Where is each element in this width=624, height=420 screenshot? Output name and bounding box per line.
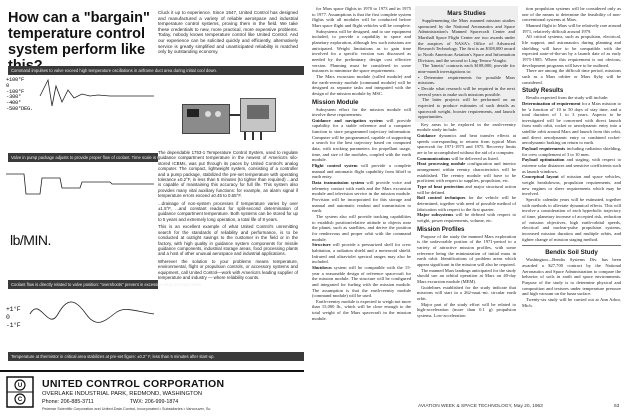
step-trace-svg — [0, 164, 154, 204]
sine-trace — [30, 302, 154, 322]
bullet-lead: Data transmission system — [312, 180, 365, 186]
paragraph: for Mars space flights in 1970 to 1973 and in 1975 to 1977. Assumptions is that the first complete system flights with all modules will be conducted before Mars space flight and flight vehicles will be complete. — [312, 6, 411, 28]
section-heading: Bendix Soil Study — [545, 249, 598, 257]
paragraph: Purpose of the study the manned Mars exploration is the unfavorable portion of the 1971-period to a variety of attractive mission profiles, with some reference being the minimization of initial mass in earth orbit. Identifications of problem areas which appear significant in the mission will also be required. — [417, 233, 516, 267]
paragraph: There are among the difficult time period, missions such as a Mars orbiter or Mars flyby will be considered. — [522, 68, 621, 85]
bullet-item — [312, 163, 411, 180]
bullet-lead: Heat processing module — [417, 161, 466, 167]
paragraph: Subsystem effort for the mission module will involve these requirements: — [312, 106, 411, 118]
bullet-item — [522, 174, 621, 197]
paragraph: All critical systems, such as propulsion, electrical, life support, and astronautics during planning and shielding will have to be compatible with the expected state-of-the-art by a launch date of as early 1975-1985. Where this requirement is not obvious, development programs will have to be outlined. — [522, 34, 621, 68]
bullet-lead: Guidance and navigation system — [312, 117, 383, 123]
paragraph: Twenty-six study will be carried out at Ann Arbor, Mich. — [522, 296, 621, 308]
ad-body-paragraph: Wherever the solution to your problems means temperature, environmental, flight or propulsion controls, or accessory systems and equipment, call United Control—work with America's leading supplier of temperature and industry — where reliability counts. — [158, 258, 298, 280]
paragraph: Results expected from the study will include: — [526, 95, 609, 101]
bullet-text: dynamics and heat transfer effects at speeds corresponding to returns from typical Mars spacecraft for 1971-1975 and 1975. Recovery limits are to be accomplished without the aid of a computer. — [417, 133, 516, 156]
bullet-lead: Payload requirements — [522, 146, 566, 152]
bendix-soil-study-box — [522, 245, 621, 308]
folio-line: AVIATION WEEK & SPACE TECHNOLOGY, May 20, 1963 — [418, 404, 543, 409]
chart-caption-3: Coolant flow is directly related to valve position: "overshoots" prevent in excessive large thermal inertia. — [8, 280, 158, 289]
paragraph: Major part of the study effort will be related to high-acceleration (more than 0.1 g) propulsion systems. Low-acceleration — [417, 301, 516, 318]
ad-body-paragraph: This is an excellent example of what United Control's unremitting search for the standards of reliability and performance, is to be conducted at outright savings to the customer in the field or in the factory, with high quality in guidance system components for missile guidance components, industrial storage areas, food processing plants and a host of other unusual aerospace and industrial applications. — [158, 224, 298, 257]
united-control-logo — [6, 376, 34, 408]
ad-headline: How can a "bargain" temperature control system perform like — [8, 10, 150, 58]
paragraph: Manned flight to Mars will be relatively rare around 1971, relatively difficult around 1979. — [522, 22, 621, 34]
company-address: OVERLAKE INDUSTRIAL PARK, REDMOND, WASHINGTON — [42, 391, 203, 397]
paragraph: The Mars excursion module (called module) and the earth-reentry module (command module) will be designed as separate tasks and integrated with the design of the mission module by MSC. — [312, 73, 411, 96]
column-3 — [522, 6, 621, 308]
chart-axis-label-1: +100°F 0 -100°F -300° -400° -500°DEG. — [6, 76, 34, 112]
ad-body — [158, 150, 298, 282]
section-heading: Mars Studies — [447, 10, 486, 17]
company-phone — [42, 399, 178, 405]
bullet-text: will provide capability for a stable reference and a computer function to store programmed trajectory information. Computer will be programmed, capable of supporting a search for the best trajectory based on computed data, with tracking parameters for propellant usage, time, and size of the modules, coupled with the earth module. — [312, 117, 411, 163]
paragraph: The 'kinetic' contracts each $108,000, provide for nine-month investigations to: — [418, 63, 515, 74]
bullet-text: and major structural action will be defined. — [417, 184, 517, 195]
bullet-text: will provide voice and telemetry contact with earth and the Mars excursion module and television service in the mission module. Provision will be incorporated for this storage and manual and automatic readout and transmission to earth. — [312, 180, 411, 214]
paragraph: tion propulsion systems will be considered only as one of the means to determine the feasibility of non-conventional systems at Mars. — [522, 6, 621, 23]
svg-text:C: C — [17, 397, 23, 403]
bullet-text: will provide a pressurized shell for crew habitation, a radiation shield and a meteoroid shield. Infrared and ultraviolet spectral ranges may also be included. — [312, 242, 411, 265]
bullet-text: • Determine requirements for possible Mars missions. — [418, 74, 515, 86]
bullet-lead: Payload optimization — [522, 157, 565, 163]
bullet-text: including radiation shielding, for crew complement of 3 to 10 men. — [522, 146, 621, 157]
paragraph: Subsystems will be designed, and to use equipment included, to provide a capability to space and planetary exploration, although few such missions are anticipated. Weight limitations as to gain time involved for a specific version was discussed as needed by the preliminary design cost effective version. Planning must be considered in some instances to minimize the space requirements. — [312, 28, 411, 74]
chart-axis-label-3: +1°F 0 -1°F — [6, 306, 21, 329]
bullet-text: system will be compatible with the 15-year a reasonable design of reference spacecraft for the mission module. The structure will be configured and integrated for fueling with the mission module. The assumption is that the earth-reentry module (command module) will be used. — [312, 264, 411, 299]
bullet-item — [417, 184, 516, 195]
ad-body-paragraph: The dependable 1753-1 Temperature Control System, used to regulate guidance compartment temperature in the newest of America's silo-stored ICBMs, was put through its paces by United Control's analog computer. The compact, lightweight system, consisting of a controller and a pump package, stabilized the pre-set temperature with operating tolerance ±0.2°F, in less than 5 minutes (to tighter than required) ...and is capable of maintaining this accuracy for full life. This system also provides many vital auxiliary functions: for example, an alarm signal if temperature errors exceed ±0.45 to 0.65°F. — [158, 150, 298, 199]
ad-footer — [0, 370, 304, 420]
connector-pin — [252, 132, 254, 140]
ad-intro-text: Cluck it up to experience. Since 1947, United Control has designed and manufactured a variety of reliable aerospace and industrial temperature control systems, proving them in the field. We take these credentials to new, more practical, more expensive problems. Today, nobody knows temperature control like United Control. And our experience can be solicited quickly and efficiently, alternatively service is greatly simplified and unanticipated reliability is matched only by outstanding economy. — [158, 10, 298, 55]
chart-caption-2: Valve in pump package adjusts to provide proper flow of coolant. Time scale is 60 seconds/division. — [8, 153, 158, 162]
bullet-item — [312, 265, 411, 299]
bullet-lead: Type of heat protection — [417, 184, 464, 190]
paragraph: Supplementing the Mars manned mission studies sponsored by the National Aeronautics and Space Administration's Manned Spacecraft Center and Marshall Space Flight Center are two awards under the auspices of NASA's Office of Advanced Research Technology. The first is an $108,000 award to North American Aviation's Space and Information Division, and the second to Ling-Temco-Vought. — [418, 18, 515, 63]
bullet-text: • Decide what research will be required in the next several years to make such missions possible. — [418, 85, 515, 97]
section-heading: Study Results — [522, 87, 564, 95]
section-heading: Mission Module — [312, 98, 359, 106]
bullet-item — [417, 195, 516, 212]
bullet-lead: Conceptual layout — [522, 174, 559, 180]
paragraph: The manned Mars landings anticipated for the study should use an orbital operation at Mars on 40-day Mars excursion module (MEM). — [417, 267, 516, 284]
bullet-lead: Structure — [312, 242, 331, 248]
chart-caption-4: Temperature at thermistor in critical area stabilizes at pre-set figure: ±0.2° F, less than 5 minutes after start-up. — [8, 352, 304, 361]
editorial-page — [308, 0, 624, 420]
bullet-lead: Communications — [417, 155, 451, 161]
paragraph: Guidelines established for the study indicate that missions will start in a 262-naut.-mi. circular earth orbit. — [417, 284, 516, 301]
column-1 — [312, 6, 411, 321]
bullet-lead: Shutdown — [312, 264, 332, 270]
bullet-item — [312, 180, 411, 214]
paragraph: Key areas to be explored in the earth-reentry module study include: — [417, 121, 516, 133]
paragraph: The system also will provide tracking capabilities to establish position/relative attitude to objects near the planet, such as satellites, and derive the position for rendezvous and proper orbit with the command module. — [312, 213, 411, 242]
bullet-item — [312, 242, 411, 265]
bullet-lead: Flight control system — [312, 163, 358, 169]
advertisement — [0, 0, 304, 420]
bullet-item — [522, 146, 621, 157]
chart-caption-1: Command impulses to valve exceed high temperature oscillations in airframe duct area during initial cool down. — [8, 66, 304, 75]
paragraph: Earth-reentry module is expected to weigh not more than 15,000 lb., which will be close enough to the total weight of the Mars spacecraft in the mission module. — [312, 298, 411, 321]
column-3-body — [522, 6, 621, 242]
connector-pin — [260, 132, 262, 140]
spiky-trace — [40, 80, 154, 106]
bullet-item — [417, 133, 516, 156]
chart-axis-label-2: lb/MIN. — [10, 232, 51, 248]
paragraph: Washington—Bendix Systems Div. has been awarded a $27,700 contract by the National Aeronautics and Space Administration to compare the behavior of soils in earth and space environments. Purpose of the study is to determine physical and composition and textures under temperature pressure and high vacuum on the lunar surface. — [522, 257, 621, 297]
bullet-item — [417, 212, 516, 223]
bullet-item — [522, 101, 621, 146]
bullet-item — [522, 157, 621, 174]
paragraph: Specific calendar years will be estimated, together with methods to alleviate dynamical effects. This will involve a consideration of each hyperbolic trajectory of time, planetary increase of accepted risk, reduction of mission objectives, high earth-orbital speeds, electrical and nuclear-pulse propulsion systems, increased mission duration and multiple orbits, and tighter change of mission staging method. — [522, 197, 621, 242]
connector-pin — [244, 132, 246, 140]
bullet-lead: Determination of requirement — [522, 100, 581, 106]
chart-trace-1 — [0, 76, 304, 112]
bullet-text: for the vehicle will be determined, together with need of possible method of fabrication with respect to the first quarter. — [417, 195, 516, 212]
ad-body-paragraph: ...drainage of non-system processes if temperature varies by over ±1.5°F, ...and constant readout for split-second determination of guidance compartment temperature. Both systems can be stored for up to 5 years and extremely long operation, a total life of 8 years. — [158, 200, 298, 222]
subsidiaries-line: Pelamar Scientific Corporation and United Data Control, Incorporated • Subsidiaries • Vancouver, Sc. — [42, 407, 212, 411]
phone-number: Phone: 206-885-3711 — [42, 399, 94, 405]
bullet-item — [312, 118, 411, 163]
bullet-lead: Guidance — [417, 133, 436, 139]
paragraph: The latter projects will be performed on an expected to produce estimates of such details as spacecraft weight, booster requirements, and launch opportunities. — [418, 97, 515, 120]
bullet-text: will provide a complete manual and automatic flight capability from liftoff to earth entry. — [312, 163, 411, 180]
column-2-body — [417, 122, 516, 319]
page-number: 63 — [614, 404, 620, 409]
company-name: UNITED CONTROL CORPORATION — [42, 378, 225, 390]
section-heading: Mission Profiles — [417, 225, 465, 233]
bullet-item — [418, 86, 515, 97]
bullet-item — [417, 161, 516, 184]
mars-studies-sidebar — [415, 6, 518, 122]
bullet-text: for a Mars mission to be 'a function of' 10 to 50 days of stay time, and a total duration of 1 to 3 years. Aspects to be investigated will be concerned with direct launch from earth orbit, rocket or aerodynamic entry into a satellite orbit around Mars and launch from this orbit, and direct aerodynamic entry or combined rocket-aerodynamic braking on return to earth. — [522, 100, 621, 146]
sine-trace-svg — [0, 292, 154, 336]
column-2 — [417, 6, 516, 318]
chart-trace-2 — [0, 164, 154, 204]
bullet-item — [418, 75, 515, 86]
step-trace — [6, 174, 154, 194]
chart-trace-3 — [0, 292, 154, 336]
bullet-lead: Boil control techniques — [417, 195, 466, 201]
bullet-text: will be defined with respect to weight, power requirements, volume, etc. — [417, 212, 516, 223]
svg-text:U: U — [17, 383, 23, 389]
bullet-text: and staging, with respect to extreme solar distances and sensitive coefficients such as launch windows. — [522, 157, 621, 174]
bullet-text: will be delivered as listed. — [450, 155, 499, 161]
twx-number: TWX: 206-999-1874 — [129, 399, 179, 405]
bullet-text: configuration and interior arrangement within reentry characteristics will be established. The reentry module will have to be proficient with respect to supplies, propulsion, etc. — [417, 161, 516, 184]
bullet-text: of mission and space vehicles, weight breakdowns, propulsion requirements, and new engines or sheer requirements which may be involved. — [522, 174, 621, 197]
bullet-lead: Major subsystems — [417, 212, 454, 218]
